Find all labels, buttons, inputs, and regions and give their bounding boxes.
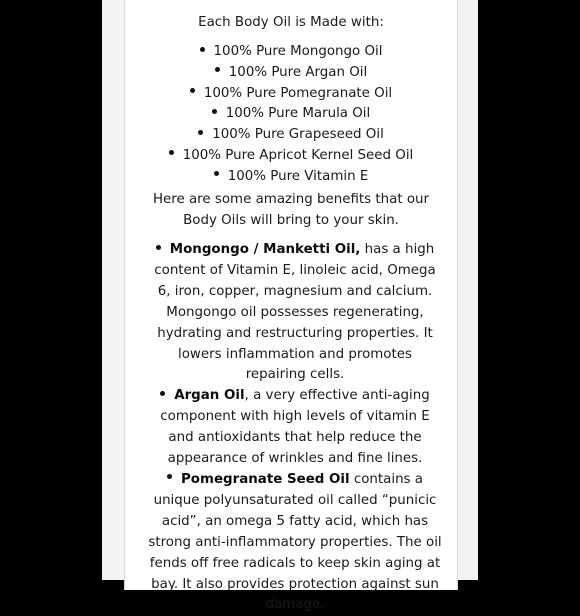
bullet-icon: [198, 130, 203, 135]
ingredients-heading: Each Body Oil is Made with:: [198, 15, 384, 30]
benefit-text: has a high content of Vitamin E, linoleic acid, Omega 6, iron, copper, magnesium and calcium. Mongongo oil possesses regenerating, hydrating and restructuring properties. It lowers inflammation and promotes repairing cells.: [154, 242, 436, 383]
ingredients-list: [125, 42, 457, 188]
benefit-name: Mongongo / Manketti Oil,: [169, 242, 361, 257]
benefit-text: , a very effective anti-aging component with high levels of vitamin E and antioxidants that help reduce the appearance of wrinkles and fine lines.: [160, 388, 430, 467]
ingredient-label: 100% Pure Marula Oil: [225, 106, 371, 122]
description-card: [124, 0, 458, 613]
ingredient-label: 100% Pure Argan Oil: [228, 64, 368, 80]
list-item: [125, 104, 457, 125]
benefit-name: Pomegranate Seed Oil: [180, 471, 350, 487]
bullet-icon: [160, 391, 165, 396]
benefit-item-pomegranate: [147, 470, 443, 616]
ingredient-label: 100% Pure Grapeseed Oil: [212, 127, 384, 143]
benefit-item-argan: [147, 386, 443, 470]
bullet-icon: [215, 67, 220, 72]
benefit-name: Argan Oil: [174, 388, 245, 404]
list-item: [125, 146, 457, 167]
ingredient-label: 100% Pure Pomegranate Oil: [203, 85, 393, 101]
ingredient-label: 100% Pure Apricot Kernel Seed Oil: [182, 147, 414, 163]
bullet-icon: [167, 474, 172, 479]
ingredient-label: 100% Pure Vitamin E: [227, 168, 369, 184]
benefit-text: contains a unique polyunsaturated oil called “punicic acid”, an omega 5 fatty acid, which has strong anti-inflammatory properties. The oil fends off free radicals to keep skin aging at bay. It also provides protection against sun damage.: [148, 471, 442, 613]
bullet-icon: [190, 88, 195, 93]
bullet-icon: [200, 47, 205, 52]
list-item: [125, 63, 457, 84]
benefit-item-mongongo: [147, 240, 443, 386]
bullet-icon: [169, 150, 174, 155]
bullet-icon: [212, 109, 217, 114]
benefits-intro-text: Here are some amazing benefits that our Body Oils will bring to your skin.: [152, 192, 430, 228]
list-item: [125, 125, 457, 146]
list-item: [125, 84, 457, 105]
list-item: [125, 167, 457, 188]
list-item: [125, 42, 457, 63]
ingredient-label: 100% Pure Mongongo Oil: [213, 44, 383, 59]
bullet-icon: [156, 245, 161, 250]
content-panel: [102, 0, 478, 613]
bullet-icon: [214, 171, 219, 176]
benefits-list: [147, 240, 443, 616]
